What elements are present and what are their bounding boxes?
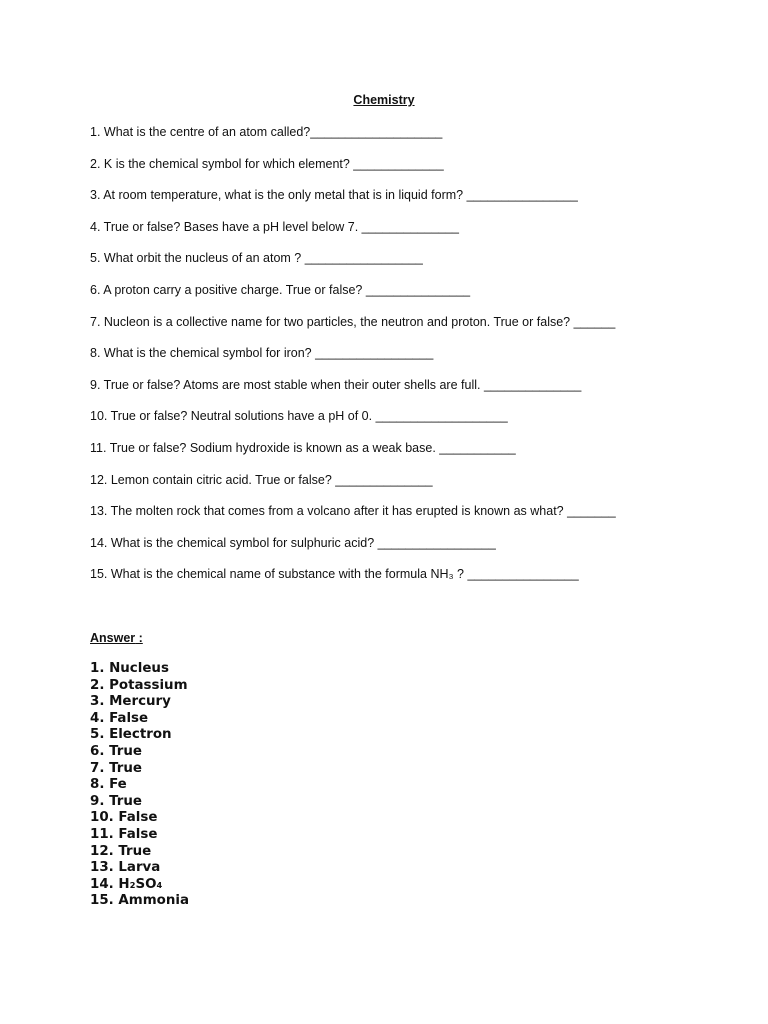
question-list [90, 124, 730, 598]
question-6: 6. A proton carry a positive charge. True or false? _______________ [90, 282, 471, 297]
answer-12: 12. True [90, 843, 152, 859]
answer-9: 9. True [90, 793, 142, 809]
answer-11: 11. False [90, 826, 158, 842]
question-13: 13. The molten rock that comes from a volcano after it has erupted is known as what? _______ [90, 504, 616, 519]
question-2: 2. K is the chemical symbol for which element? _____________ [90, 156, 444, 171]
worksheet-title: Chemistry [353, 93, 415, 107]
answer-13: 13. Larva [90, 860, 161, 876]
answer-heading [90, 631, 143, 645]
answer-14: 14. H₂SO₄ [90, 876, 163, 892]
question-5: 5. What orbit the nucleus of an atom ? _________________ [90, 251, 423, 266]
answer-15: 15. Ammonia [90, 893, 190, 909]
answer-heading-label: Answer [90, 631, 136, 645]
question-9: 9. True or false? Atoms are most stable when their outer shells are full. ______________ [90, 377, 582, 392]
question-1: 1. What is the centre of an atom called?___________________ [90, 125, 443, 139]
answer-5: 5. Electron [90, 727, 172, 743]
answer-heading-colon: : [135, 631, 143, 645]
question-12: 12. Lemon contain citric acid. True or false? ______________ [90, 472, 433, 487]
answer-6: 6. True [90, 743, 142, 759]
question-10: 10. True or false? Neutral solutions have a pH of 0. ___________________ [90, 409, 508, 424]
question-11: 11. True or false? Sodium hydroxide is known as a weak base. ___________ [90, 440, 516, 455]
question-7: 7. Nucleon is a collective name for two particles, the neutron and proton. True or false? ______ [90, 314, 616, 329]
question-15: 15. What is the chemical name of substance with the formula NH₃ ? ________________ [90, 567, 579, 582]
question-3: 3. At room temperature, what is the only metal that is in liquid form? ________________ [90, 188, 578, 203]
answer-3: 3. Mercury [90, 694, 171, 710]
answer-10: 10. False [90, 810, 158, 826]
answer-4: 4. False [90, 710, 149, 726]
question-14: 14. What is the chemical symbol for sulphuric acid? _________________ [90, 535, 496, 550]
question-4: 4. True or false? Bases have a pH level below 7. ______________ [90, 219, 460, 234]
answer-8: 8. Fe [90, 777, 127, 793]
question-8: 8. What is the chemical symbol for iron? _________________ [90, 346, 434, 361]
answer-1: 1. Nucleus [90, 661, 169, 676]
answer-7: 7. True [90, 760, 142, 776]
answer-2: 2. Potassium [90, 677, 188, 693]
answer-list [90, 661, 189, 910]
